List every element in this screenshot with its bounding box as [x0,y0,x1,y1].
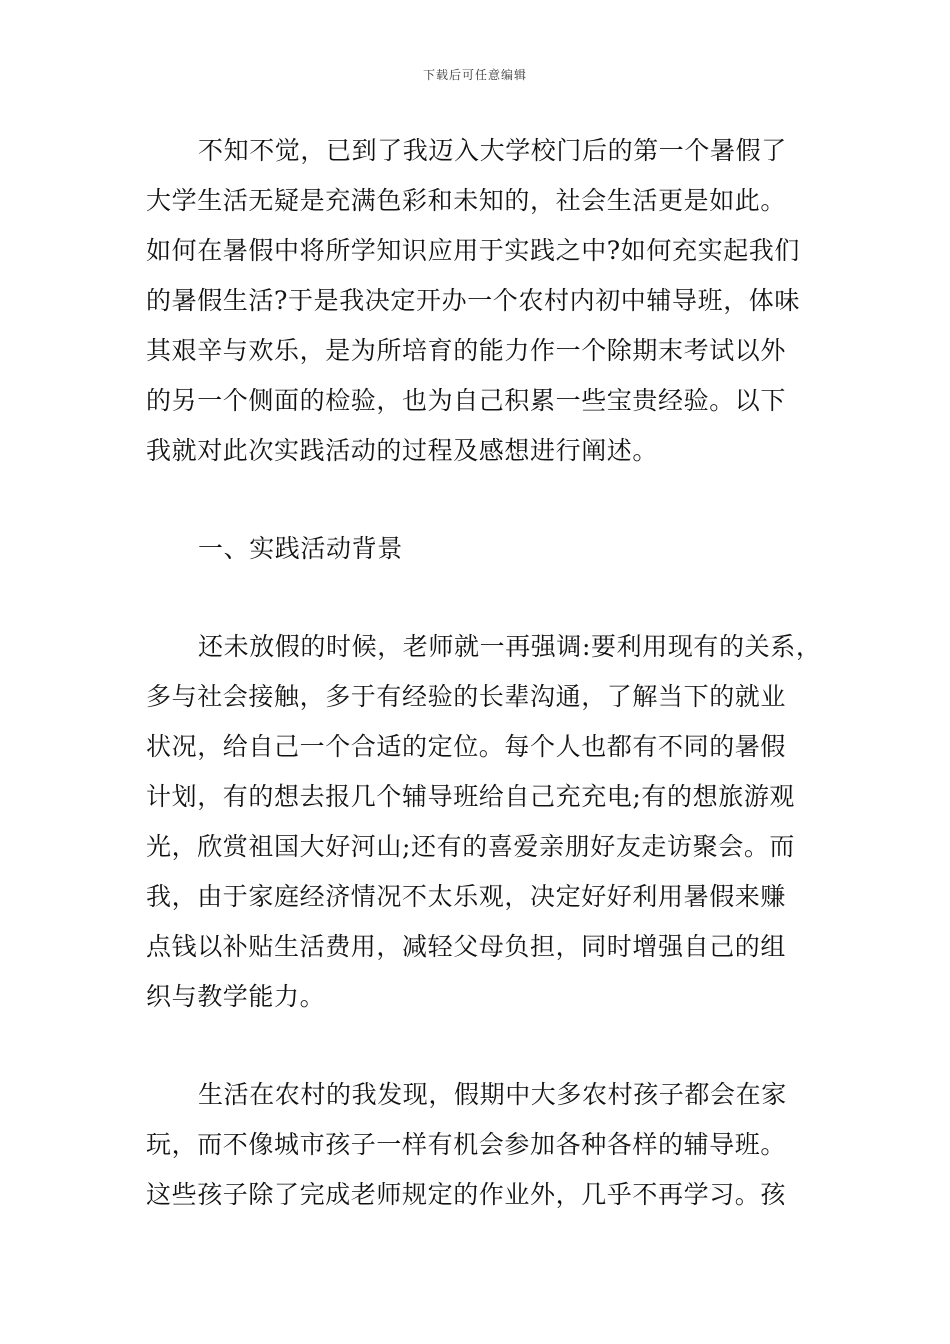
paragraph-background [146,622,822,1022]
body-text [146,126,822,1220]
text-line: 状况，给自己一个合适的定位。每个人也都有不同的暑假 [146,732,787,761]
paragraph-gap [146,476,808,524]
header-note: 下载后可任意编辑 [422,68,527,82]
text-line: 计划，有的想去报几个辅导班给自己充充电;有的想旅游观 [146,782,796,811]
text-line: 其艰辛与欢乐，是为所培育的能力作一个除期末考试以外 [146,336,787,365]
paragraph-gap [146,1022,808,1070]
section-heading [146,524,808,574]
section-heading-text: 一、实践活动背景 [198,534,403,563]
text-line: 我，由于家庭经济情况不太乐观，决定好好利用暑假来赚 [146,882,787,911]
text-line: 织与教学能力。 [146,982,326,1011]
text-line: 如何在暑假中将所学知识应用于实践之中?如何充实起我们 [146,236,801,265]
paragraph-gap [146,574,808,622]
text-line: 这些孩子除了完成老师规定的作业外，几乎不再学习。孩 [146,1180,787,1209]
text-line: 的暑假生活?于是我决定开办一个农村内初中辅导班，体味 [146,286,801,315]
text-line: 多与社会接触，多于有经验的长辈沟通，了解当下的就业 [146,682,787,711]
text-line: 我就对此次实践活动的过程及感想进行阐述。 [146,436,659,465]
text-line: 点钱以补贴生活费用，减轻父母负担，同时增强自己的组 [146,932,787,961]
text-line: 还未放假的时候，老师就一再强调:要利用现有的关系， [198,632,822,661]
paragraph-intro [146,126,808,476]
text-line: 大学生活无疑是充满色彩和未知的，社会生活更是如此。 [146,186,787,215]
text-line: 光，欣赏祖国大好河山;还有的喜爱亲朋好友走访聚会。而 [146,832,796,861]
paragraph-village [146,1070,808,1220]
text-line: 玩，而不像城市孩子一样有机会参加各种各样的辅导班。 [146,1130,787,1159]
text-line: 生活在农村的我发现，假期中大多农村孩子都会在家 [198,1080,787,1109]
text-line: 不知不觉，已到了我迈入大学校门后的第一个暑假了 [198,136,787,165]
text-line: 的另一个侧面的检验，也为自己积累一些宝贵经验。以下 [146,386,787,415]
